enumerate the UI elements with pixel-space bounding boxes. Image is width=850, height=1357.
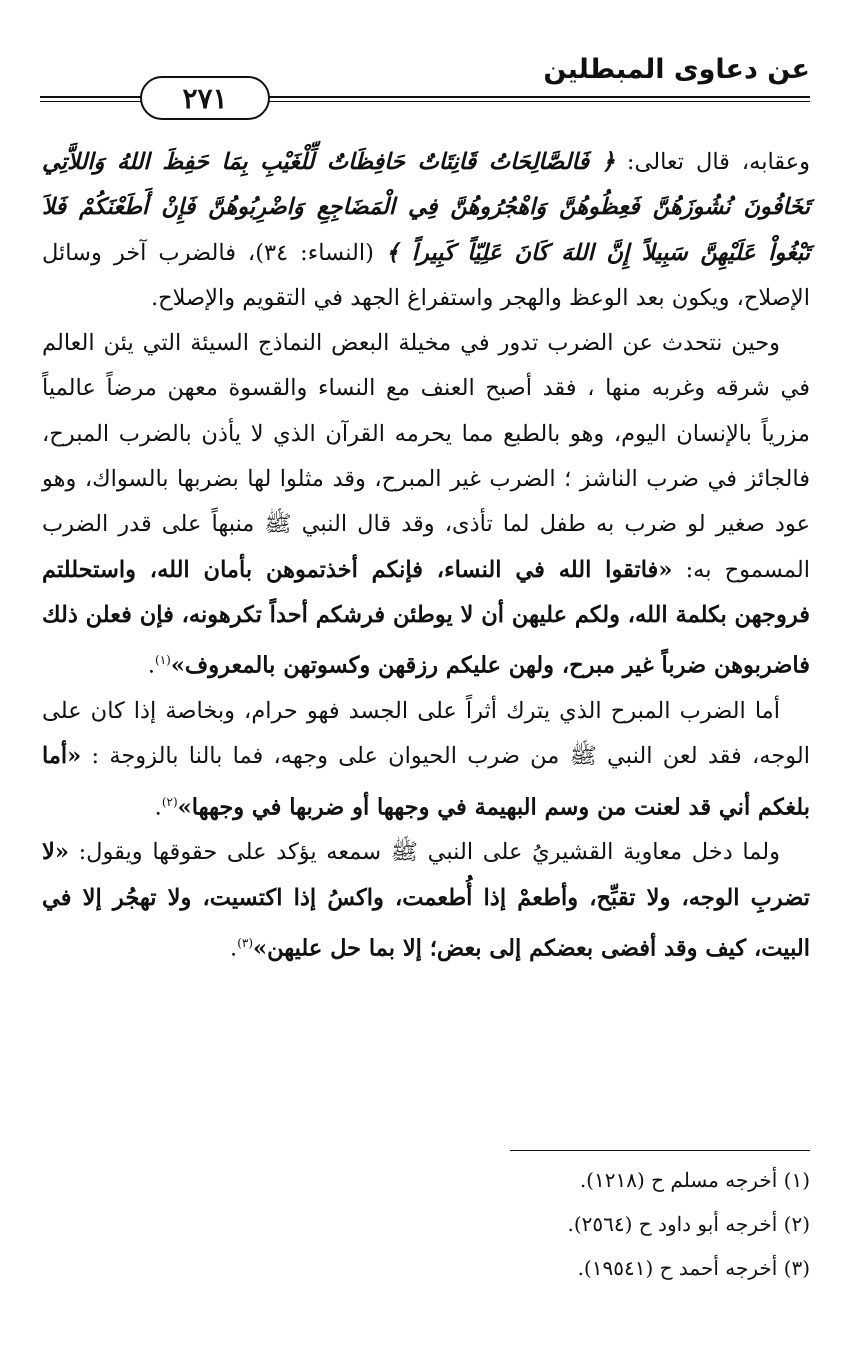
paragraph-1: [42, 140, 810, 321]
footnote-2: (٢) أخرجه أبو داود ح (٢٥٦٤).: [567, 1212, 810, 1236]
hadith-quote: «فاتقوا الله في النساء، فإنكم أخذتموهن بأمان الله، واستحللتم فروجهن بكلمة الله، ولكم عليهن أن لا يوطئن فرشكم أحداً تكرهونه، فإن فعلن ذلك فاضربوهن ضرباً غير مبرح، ولهن عليكم رزقهن وكسوتهن بالمعروف»: [42, 556, 810, 679]
paragraph-4: [42, 830, 810, 971]
paragraph-2: [42, 321, 810, 689]
footnote-separator: [510, 1150, 810, 1151]
footnote-1: (١) أخرجه مسلم ح (١٢١٨).: [579, 1168, 810, 1192]
hadith-quote: «أما بلغكم أني قد لعنت من وسم البهيمة في وجهها أو ضربها في وجهها»: [42, 743, 810, 821]
footnote-ref[interactable]: (٢): [161, 794, 178, 809]
paragraph-text: وحين نتحدث عن الضرب تدور في مخيلة البعض النماذج السيئة التي يئن العالم في شرقه وغربه منها ، فقد أصبح العنف مع النساء والقسوة معهن مرضاً عالمياً مزرياً بالإنسان اليوم، وهو بالطبع مما يحرمه القرآن الذي لا يأذن بالضرب المبرح، فالجائز في ضرب الناشز ؛ الضرب غير المبرح، وقد مثلوا لها بضربها بالسواك، وهو عود صغير لو ضرب به طفل لما تأذى، وقد قال النبي ﷺ منبهاً على قدر الضرب المسموح به:: [42, 330, 811, 583]
footnote-ref[interactable]: (١): [155, 653, 171, 668]
running-title: عن دعاوى المبطلين: [543, 54, 810, 85]
paragraph-text: أما الضرب المبرح الذي يترك أثراً على الجسد فهو حرام، وبخاصة إذا كان على الوجه، فقد لعن النبي ﷺ من ضرب الحيوان على وجهه، فما بالنا بالزوجة :: [42, 698, 810, 770]
main-text: [42, 140, 810, 972]
paragraph-end: .: [154, 794, 162, 821]
intro-text: وعقابه، قال تعالى:: [614, 149, 810, 175]
quran-verse: ﴿ فَالصَّالِحَاتُ قَانِتَاتٌ حَافِظَاتٌ لِّلْغَيْبِ بِمَا حَفِظَ اللهُ وَاللاَّتِي تَخَافُونَ نُشُوزَهُنَّ فَعِظُوهُنَّ وَاهْجُرُوهُنَّ فِي الْمَضَاجِعِ وَاضْرِبُوهُنَّ فَإِنْ أَطَعْنَكُمْ فَلاَ تَبْغُواْ عَلَيْهِنَّ سَبِيلاً إِنَّ اللهَ كَانَ عَلِيّاً كَبِيراً ﴾: [42, 149, 810, 266]
hadith-quote: «لا تضربِ الوجه، ولا تقبِّح، وأطعمْ إذا أُطعمت، واكسُ إذا اكتسيت، ولا تهجُر إلا في البيت، كيف وقد أفضى بعضكم إلى بعض؛ إلا بما حل عليهن»: [42, 839, 810, 962]
paragraph-end: .: [147, 652, 156, 679]
page-number: ٢٧١: [140, 76, 270, 120]
footnotes: [42, 1158, 810, 1290]
paragraph-3: [42, 689, 810, 830]
footnote-3: (٣) أخرجه أحمد ح (١٩٥٤١).: [577, 1256, 810, 1280]
paragraph-end: .: [230, 935, 238, 962]
paragraph-text: ولما دخل معاوية القشيريُ على النبي ﷺ سمعه يؤكد على حقوقها ويقول:: [68, 839, 780, 866]
page-header: [40, 52, 810, 122]
paragraph-text: (النساء: ٣٤)، فالضرب آخر وسائل الإصلاح، ويكون بعد الوعظ والهجر واستفراغ الجهد في التقويم والإصلاح.: [42, 239, 810, 311]
footnote-ref[interactable]: (٣): [237, 936, 254, 951]
